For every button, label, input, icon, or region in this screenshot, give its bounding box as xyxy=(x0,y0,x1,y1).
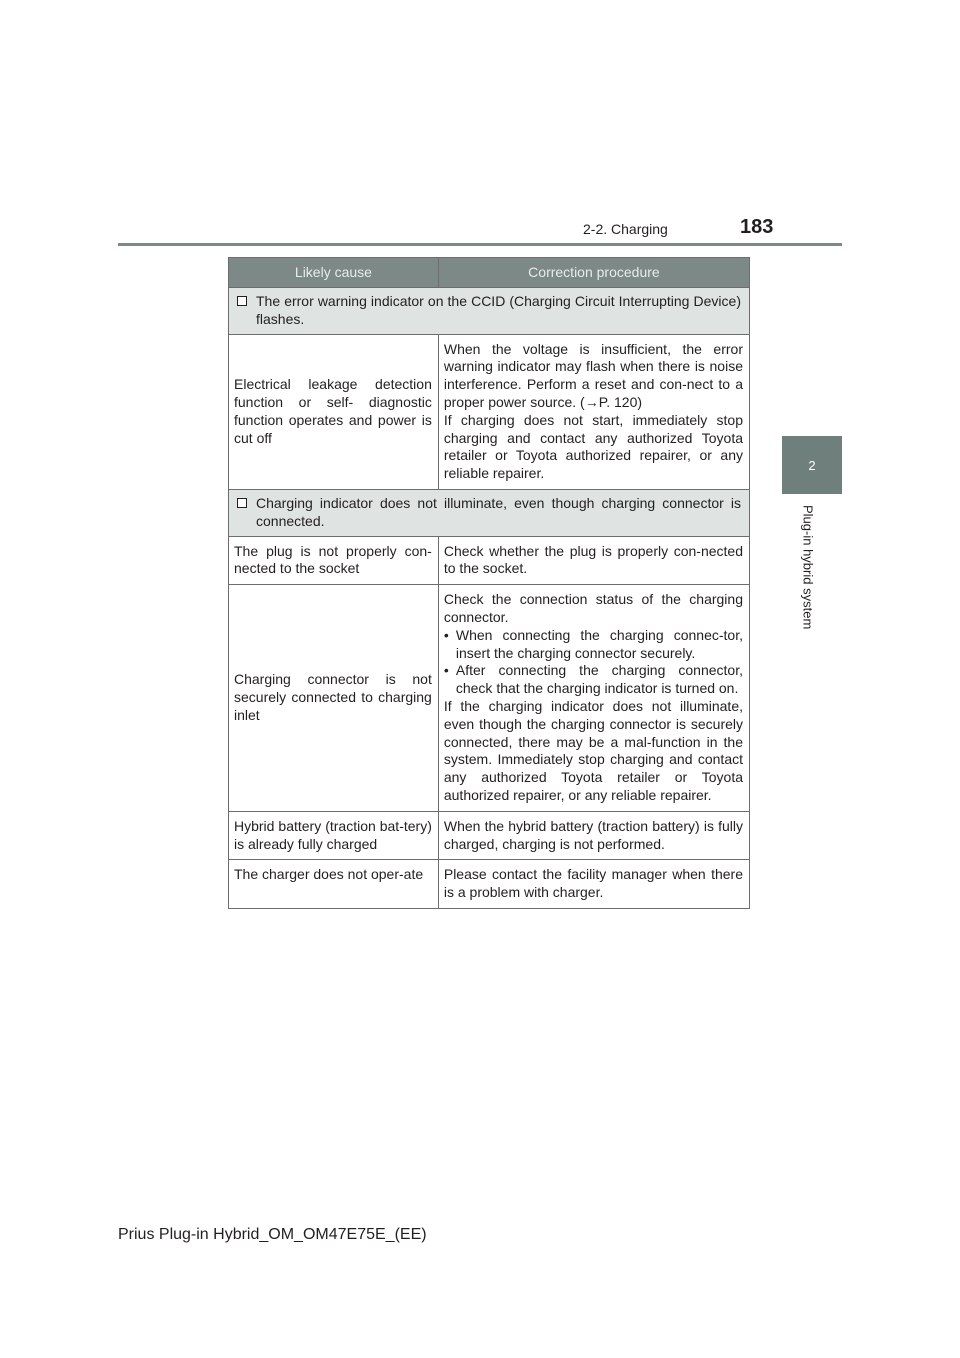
header-divider xyxy=(118,243,842,246)
correction-procedure-cell: Check whether the plug is properly con-nected to the socket. xyxy=(438,536,749,585)
category-row xyxy=(229,288,750,335)
document-footer: Prius Plug-in Hybrid_OM_OM47E75E_(EE) xyxy=(118,1226,427,1243)
bullet-icon: • xyxy=(443,626,449,643)
column-header-correction-procedure: Correction procedure xyxy=(438,258,749,288)
category-title: Charging indicator does not illuminate, even though charging connector is connected. xyxy=(256,494,741,529)
category-row xyxy=(229,489,750,536)
checkbox-square-icon xyxy=(237,498,247,508)
procedure-text: If charging does not start, immediately stop charging and contact any authorized Toyota retailer or Toyota authorized repairer, or any reliable repairer. xyxy=(443,411,743,482)
procedure-text: If the charging indicator does not illuminate, even though the charging connector is securely connected, there may be a mal-function in the system. Immediately stop charging and contact any authorized Toyota retailer or Toyota authorized repairer, or any reliable repairer. xyxy=(443,697,743,803)
column-header-likely-cause: Likely cause xyxy=(229,258,439,288)
bullet-text: When connecting the charging connec-tor, insert the charging connector securely. xyxy=(455,626,743,661)
table-row xyxy=(229,536,750,585)
likely-cause-cell: Electrical leakage detection function or self- diagnostic function operates and power is cut off xyxy=(229,334,439,489)
likely-cause-cell: The plug is not properly con-nected to the socket xyxy=(229,536,439,585)
table-row xyxy=(229,860,750,909)
bullet-text: After connecting the charging connector, check that the charging indicator is turned on. xyxy=(455,662,743,697)
chapter-label: Plug-in hybrid system xyxy=(800,505,816,630)
procedure-text: Check the connection status of the charging connector. xyxy=(443,591,743,625)
table-header-row xyxy=(229,258,750,288)
likely-cause-cell: Charging connector is not securely connected to charging inlet xyxy=(229,585,439,812)
category-title: The error warning indicator on the CCID (Charging Circuit Interrupting Device) flashes. xyxy=(256,293,741,327)
table-row xyxy=(229,811,750,860)
chapter-number: 2 xyxy=(808,457,816,473)
correction-procedure-cell: Please contact the facility manager when there is a problem with charger. xyxy=(438,860,749,909)
bullet-item xyxy=(444,627,743,663)
correction-procedure-cell xyxy=(438,585,749,812)
likely-cause-cell: Hybrid battery (traction bat-tery) is already fully charged xyxy=(229,811,439,860)
page-number: 183 xyxy=(740,216,774,238)
table-row xyxy=(229,585,750,812)
correction-procedure-cell xyxy=(438,334,749,489)
table-row xyxy=(229,334,750,489)
chapter-tab xyxy=(782,436,842,494)
bullet-item xyxy=(444,662,743,698)
troubleshooting-table xyxy=(228,257,750,909)
procedure-text: When the voltage is insufficient, the error warning indicator may flash when there is noise interference. Perform a reset and con-nect to a proper power source. (→P. 120) xyxy=(443,340,743,410)
section-title: 2-2. Charging xyxy=(583,221,668,237)
likely-cause-cell: The charger does not oper-ate xyxy=(229,860,439,909)
correction-procedure-cell: When the hybrid battery (traction battery) is fully charged, charging is not performed. xyxy=(438,811,749,860)
checkbox-square-icon xyxy=(237,296,247,306)
bullet-icon: • xyxy=(443,662,449,679)
